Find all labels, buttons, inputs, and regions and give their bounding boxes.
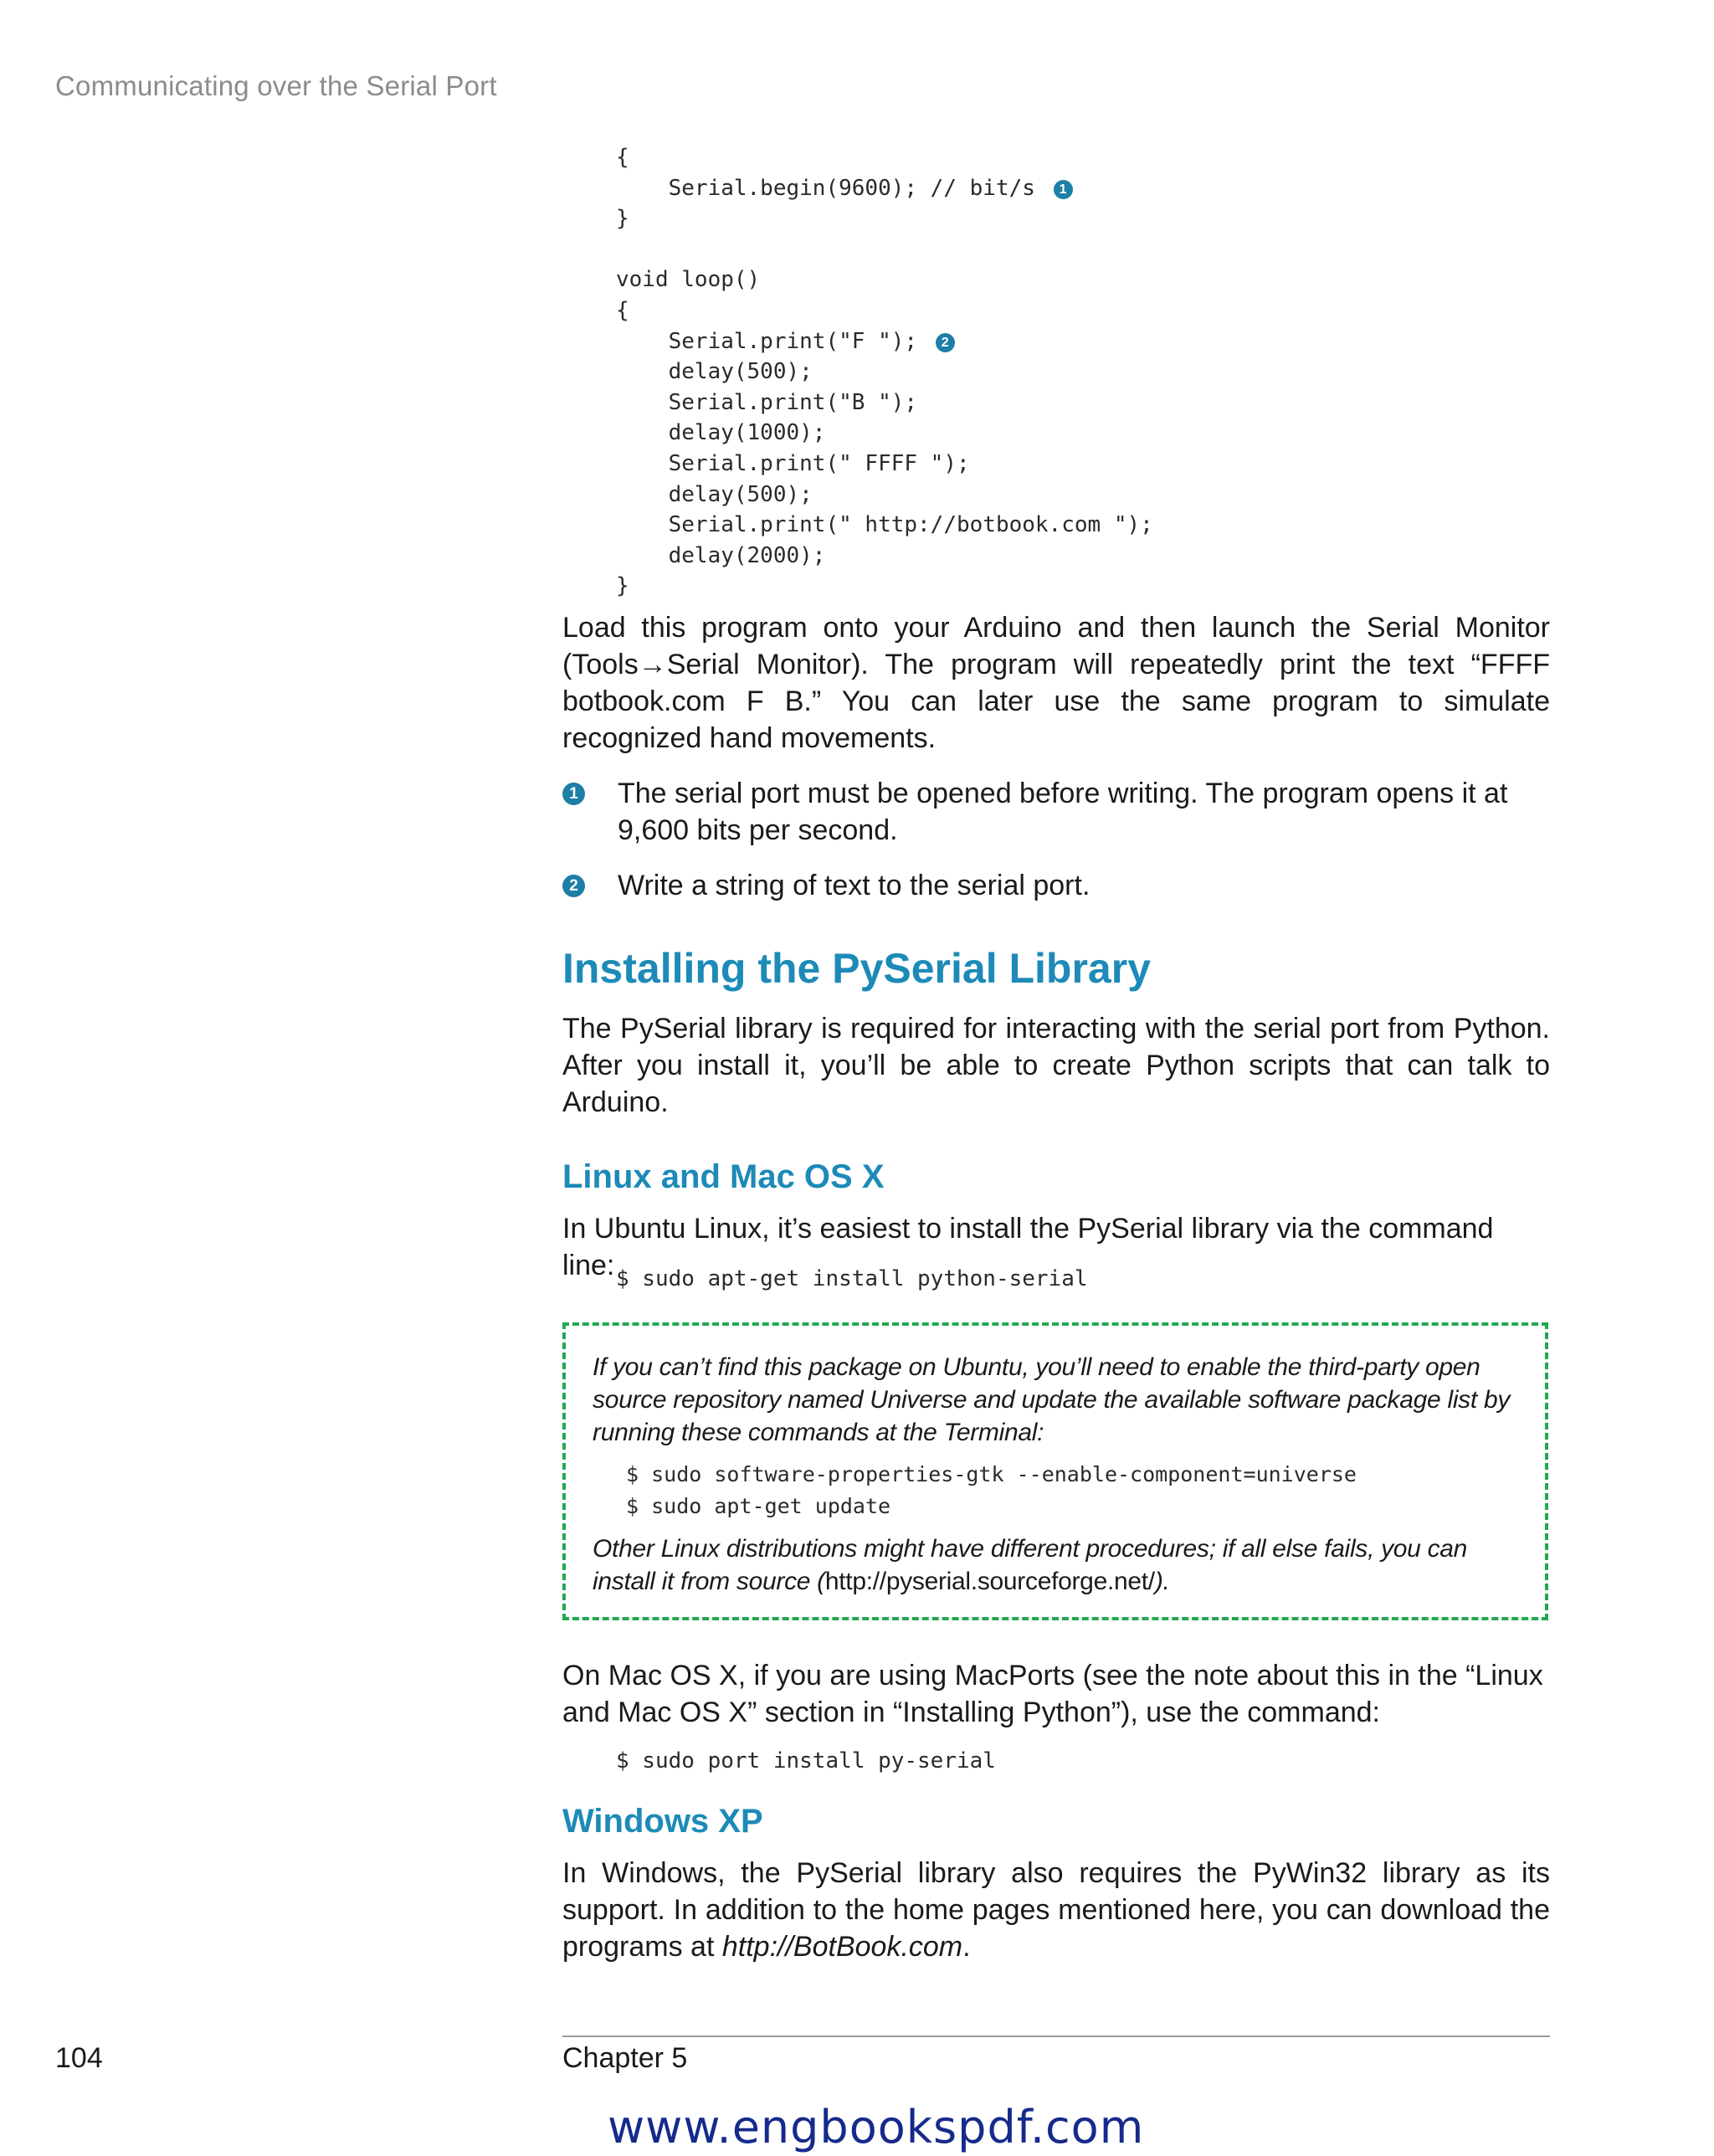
note-text-2-prefix: Other Linux distributions might have different procedures; if all else fails, you can install it from source ( [593, 1535, 1468, 1595]
mac-body [562, 1657, 1550, 1731]
code-line: } [616, 573, 629, 599]
code-line: { [616, 145, 629, 170]
code-line: Serial.print(" http://botbook.com "); [616, 512, 1153, 538]
windows-paragraph-text: In Windows, the PySerial library also requires the PyWin32 library as its support. In addition to the home pages mentioned here, you can download the programs at [562, 1857, 1550, 1963]
note-commands [626, 1459, 1522, 1522]
linux-paragraph: In Ubuntu Linux, it’s easiest to install the PySerial library via the command line: [562, 1213, 1494, 1281]
windows-body [562, 1855, 1550, 1965]
callout-item-1 [562, 775, 1550, 849]
callout-item-2 [562, 867, 1550, 904]
callout-number-1: 1 [562, 783, 585, 805]
mac-paragraph: On Mac OS X, if you are using MacPorts (see the note about this in the “Linux and Mac OS X” section in “Installing Python”), use the command: [562, 1660, 1543, 1728]
footer-divider [562, 2035, 1550, 2037]
note-text-2 [593, 1532, 1522, 1598]
section-body [562, 1010, 1550, 1121]
windows-heading: Windows XP [562, 1803, 763, 1840]
section-paragraph: The PySerial library is required for interacting with the serial port from Python. After you install it, you’ll be able to create Python scripts that can talk to Arduino. [562, 1013, 1550, 1118]
callout-text-2: Write a string of text to the serial port. [618, 870, 1090, 901]
code-line: delay(2000); [616, 542, 826, 568]
mac-command: $ sudo port install py-serial [616, 1748, 996, 1774]
code-listing [616, 142, 1537, 602]
code-line: Serial.print("F "); [616, 328, 931, 354]
callout-text-1: The serial port must be opened before writing. The program opens it at 9,600 bits per second. [618, 778, 1508, 846]
windows-paragraph [562, 1855, 1550, 1965]
section-heading: Installing the PySerial Library [562, 945, 1152, 992]
windows-paragraph-end: . [962, 1931, 971, 1963]
note-content [593, 1351, 1522, 1598]
callout-marker-1: 1 [1054, 180, 1073, 199]
callout-list [562, 775, 1550, 904]
note-text-1: If you can’t find this package on Ubuntu, you’ll need to enable the third-party open source repository named Universe and update the available software package list by running these commands at the Terminal: [593, 1353, 1511, 1446]
code-line: { [616, 297, 629, 323]
code-line: delay(500); [616, 481, 813, 507]
code-line: void loop() [616, 267, 761, 293]
note-command-1: $ sudo software-properties-gtk --enable-component=universe [626, 1462, 1357, 1486]
intro-paragraph: Load this program onto your Arduino and then launch the Serial Monitor (Tools→Serial Monitor). The program will repeatedly print the text “FFFF botbook.com F B.” You can later use the same program to simulate recognized hand movements. [562, 612, 1550, 754]
code-line: Serial.begin(9600); // bit/s [616, 175, 1049, 201]
chapter-label: Chapter 5 [562, 2042, 688, 2074]
code-line: delay(500); [616, 359, 813, 385]
code-line: delay(1000); [616, 420, 826, 446]
page-number: 104 [55, 2042, 103, 2074]
note-text-2-suffix: ). [1154, 1568, 1170, 1595]
callout-marker-2: 2 [936, 333, 955, 352]
linux-heading: Linux and Mac OS X [562, 1158, 885, 1195]
code-line: Serial.print(" FFFF "); [616, 450, 970, 476]
running-head: Communicating over the Serial Port [55, 70, 497, 101]
linux-command: $ sudo apt-get install python-serial [616, 1266, 1088, 1291]
code-block [616, 142, 1537, 602]
note-url[interactable]: http://pyserial.sourceforge.net/ [824, 1568, 1155, 1595]
note-command-2: $ sudo apt-get update [626, 1494, 891, 1518]
note-box [562, 1322, 1548, 1620]
code-line: } [616, 206, 629, 232]
code-line: Serial.print("B "); [616, 389, 918, 415]
callout-number-2: 2 [562, 875, 585, 897]
intro-section [562, 609, 1550, 757]
botbook-link[interactable]: http://BotBook.com [721, 1931, 963, 1963]
watermark: www.engbookspdf.com [608, 2101, 1145, 2153]
